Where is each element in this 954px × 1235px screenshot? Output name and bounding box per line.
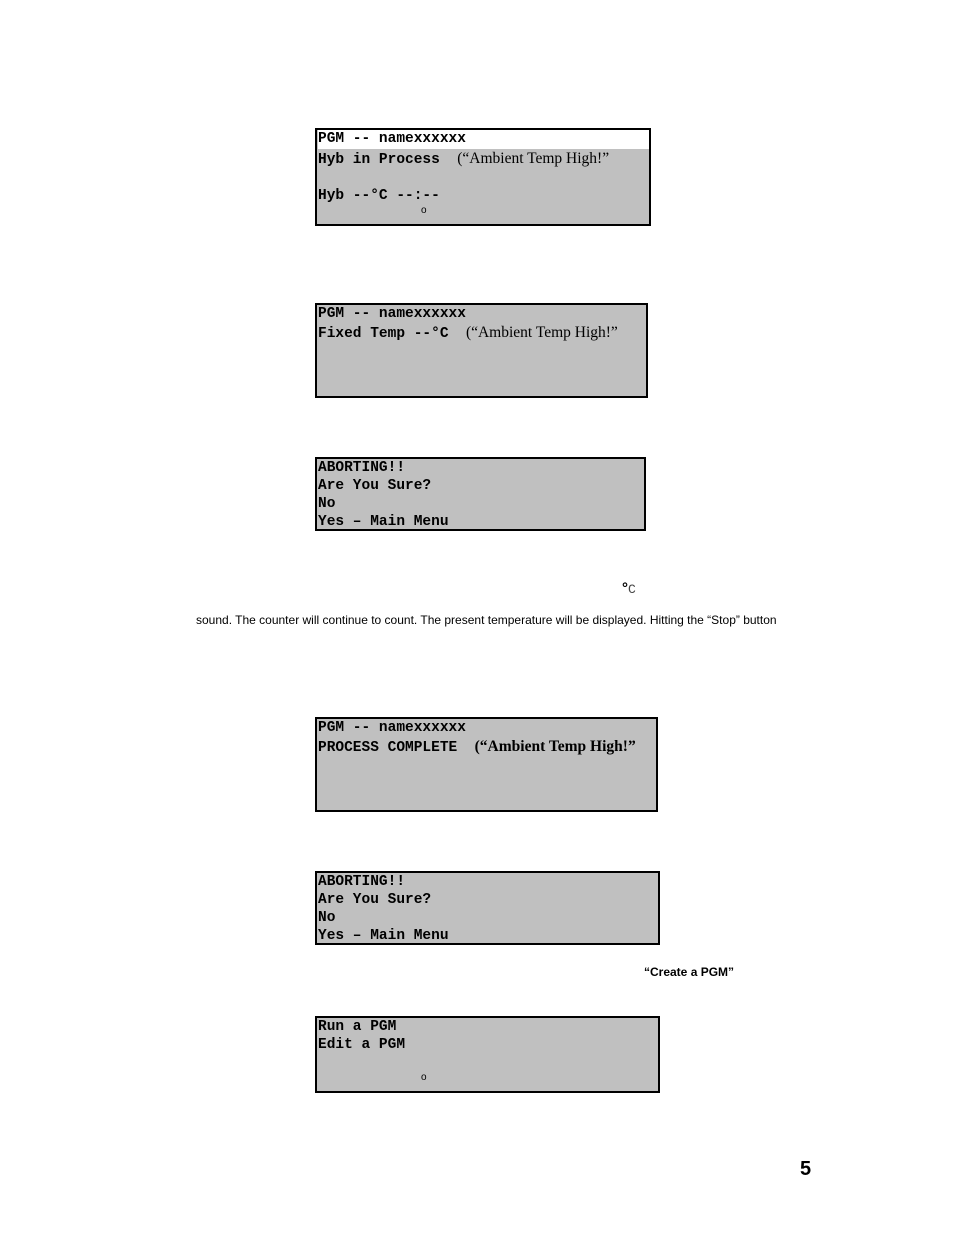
page-number: 5 xyxy=(800,1158,812,1180)
lcd-display-fixed-temp xyxy=(315,303,648,398)
lcd-line-program-name: PGM -- namexxxxxx xyxy=(318,720,466,736)
lcd-option-no: No xyxy=(318,910,336,926)
lcd-line-aborting: ABORTING!! xyxy=(318,460,406,476)
lcd-line-hyb-temp-time: Hyb --°C --:-- xyxy=(318,188,440,204)
lcd-option-edit-pgm: Edit a PGM xyxy=(318,1037,406,1053)
lcd-status-note: (“Ambient Temp High!” xyxy=(457,150,610,167)
lcd-fixed-temp-note: (“Ambient Temp High!” xyxy=(465,324,618,341)
lcd-line-fixed-temp xyxy=(318,323,646,343)
lcd-line-blank xyxy=(318,169,649,187)
lcd-line-aborting: ABORTING!! xyxy=(318,874,406,890)
lcd-line-program-name: PGM -- namexxxxxx xyxy=(318,130,649,149)
lcd-line-program-name: PGM -- namexxxxxx xyxy=(318,306,466,322)
lcd-line-are-you-sure: Are You Sure? xyxy=(318,478,432,494)
lcd-line-process-complete xyxy=(318,737,656,757)
lcd-line-are-you-sure: Are You Sure? xyxy=(318,892,432,908)
lcd-option-yes-main-menu: Yes – Main Menu xyxy=(318,928,449,944)
lcd-status-text: Hyb in Process xyxy=(318,152,440,168)
lcd-cursor-circle-icon: o xyxy=(421,1072,427,1083)
degree-celsius-mark xyxy=(622,580,636,597)
body-paragraph: sound. The counter will continue to count. The present temperature will be displayed. Hitting the “Stop” button xyxy=(196,613,777,627)
lcd-complete-note: (“Ambient Temp High!” xyxy=(474,738,636,755)
lcd-fixed-temp-text: Fixed Temp --°C xyxy=(318,326,449,342)
create-pgm-reference: “Create a PGM” xyxy=(644,965,735,979)
lcd-option-no: No xyxy=(318,496,336,512)
celsius-unit: C xyxy=(628,582,636,597)
lcd-option-run-pgm: Run a PGM xyxy=(318,1019,397,1035)
degree-symbol: ° xyxy=(622,580,628,597)
lcd-cursor-circle-icon: o xyxy=(421,205,427,216)
lcd-line-status xyxy=(318,149,649,169)
lcd-display-hyb-in-process xyxy=(315,128,651,226)
lcd-option-yes-main-menu: Yes – Main Menu xyxy=(318,514,449,530)
lcd-display-abort-confirm xyxy=(315,457,646,531)
lcd-complete-text: PROCESS COMPLETE xyxy=(318,740,458,756)
lcd-display-process-complete xyxy=(315,717,658,812)
lcd-display-abort-confirm-2 xyxy=(315,871,660,945)
lcd-display-pgm-menu xyxy=(315,1016,660,1093)
